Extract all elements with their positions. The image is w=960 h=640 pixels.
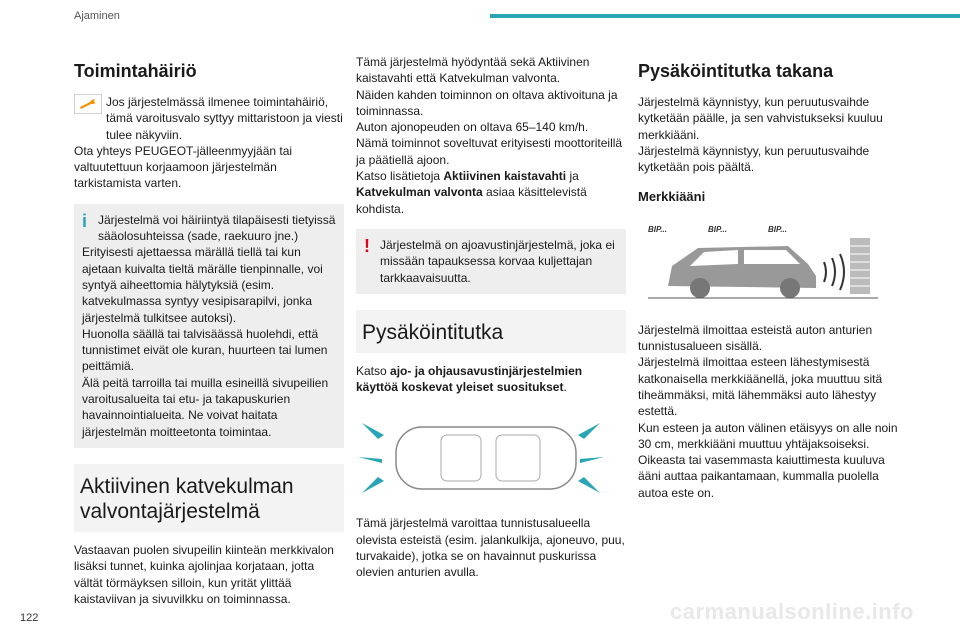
note-line: Järjestelmä voi häiriintyä tilapäisesti tietyissä sääolosuhteissa (sade, raekuuro jne.) bbox=[98, 212, 336, 244]
active-blindspot-text: Vastaavan puolen sivupeilin kiinteän merkkivalon lisäksi tunnet, kuinka ajolinjaa korjataan, jotta vältät törmäyksen silloin, kun yrität ylittää kaistaviivan ja sivuvilkku on toiminnassa. bbox=[74, 542, 334, 606]
note-line: Erityisesti ajettaessa märällä tiellä tai kun ajetaan kuivalta tieltä märälle tienpinnalle, voi syntyä aiheettomia hälytyksiä (esim. katvekulmassa syntyy vesipisarapilvi, jonka järjestelmä tulkitsee autoksi). bbox=[82, 245, 323, 325]
contact-text: Ota yhteys PEUGEOT-jälleenmyyjään tai valtuutettuun korjaamoon järjestelmän tarkistamista varten. bbox=[74, 143, 293, 191]
reversing-car-illustration bbox=[638, 216, 888, 312]
text: Järjestelmä käynnistyy, kun peruutusvaihde kytketään pois päältä. bbox=[638, 143, 870, 175]
alert-note bbox=[356, 229, 626, 294]
exclamation-icon: ! bbox=[364, 235, 370, 256]
see-also-text: Katso lisätietoja Aktiivinen kaistavahti ja Katvekulman valvonta asiaa käsittelevistä kohdista. bbox=[356, 169, 587, 216]
beep-label: BIP... bbox=[708, 224, 727, 234]
alert-text: Järjestelmä on ajoavustinjärjestelmä, joka ei missään tapauksessa korvaa kuljettajan tarkkaavaisuutta. bbox=[380, 237, 615, 285]
beep-label: BIP... bbox=[768, 224, 787, 234]
page-number: 122 bbox=[20, 612, 39, 624]
sound-subtitle: Merkkiääni bbox=[638, 189, 706, 205]
text: Kun esteen ja auton välinen etäisyys on alle noin 30 cm, merkkiääni muuttuu yhtäjaksoiseksi. bbox=[638, 420, 898, 451]
text: Näiden kahden toiminnon on oltava aktivoituna ja toiminnassa. bbox=[356, 87, 618, 118]
text: Järjestelmä ilmoittaa esteistä auton anturien tunnistusalueen sisällä. bbox=[638, 322, 873, 354]
text: Nämä toiminnot soveltuvat erityisesti moottoriteillä ja päätiellä ajoon. bbox=[356, 136, 623, 167]
header-accent-bar bbox=[490, 14, 960, 18]
text: Oikeasta tai vasemmasta kaiuttimesta kuuluva ääni auttaa paikantamaan, kummalla puolella autoa este on. bbox=[638, 453, 885, 500]
column-3 bbox=[638, 54, 906, 501]
text: Järjestelmä käynnistyy, kun peruutusvaihde kytketään päälle, ja sen vahvistukseksi kuuluu merkkiääni. bbox=[638, 95, 883, 142]
column-1 bbox=[74, 54, 344, 607]
text: Tämä järjestelmä hyödyntää sekä Aktiivinen kaistavahti että Katvekulman valvonta. bbox=[356, 55, 590, 86]
info-note bbox=[74, 204, 344, 448]
parking-sensor-heading bbox=[356, 310, 626, 353]
malfunction-title: Toimintahäiriö bbox=[74, 61, 197, 81]
note-line: Älä peitä tarroilla tai muilla esineillä sivupeilien varoitusalueita tai etu- ja takapuskurien havainnointialueita. Ne voivat haitata järjestelmän moitteetonta toimintaa. bbox=[82, 375, 329, 439]
see-recommendations: Katso ajo- ja ohjausavustinjärjestelmien käyttöä koskevat yleiset suositukset. bbox=[356, 363, 583, 395]
text: Auton ajonopeuden on oltava 65–140 km/h. bbox=[356, 120, 589, 135]
warning-text: Jos järjestelmässä ilmenee toimintahäiriö, tämä varoitusvalo syttyy mittaristoon ja viesti tulee näkyviin. bbox=[106, 95, 343, 142]
section-header: Ajaminen bbox=[74, 10, 120, 22]
car-top-view-sensors-illustration bbox=[356, 405, 606, 505]
note-line: Huonolla säällä tai talvisäässä huolehdi, että tunnistimet eivät ole kuran, huurteen tai lumen peittämiä. bbox=[82, 326, 328, 374]
active-blindspot-heading bbox=[74, 464, 344, 532]
info-icon: i bbox=[82, 210, 88, 231]
text: Järjestelmä ilmoittaa esteen lähestymisestä katkonaisella merkkiäänellä, joka muuttuu sitä tiheämmäksi, mitä lähemmäksi auto lähestyy estettä. bbox=[638, 355, 883, 419]
active-blindspot-title: Aktiivinen katvekulman valvontajärjestelmä bbox=[80, 474, 294, 523]
watermark: carmanualsonline.info bbox=[670, 599, 914, 624]
column-2 bbox=[356, 54, 626, 581]
rear-parking-title: Pysäköintitutka takana bbox=[638, 61, 834, 81]
parking-sensor-title: Pysäköintitutka bbox=[362, 320, 504, 344]
warning-block bbox=[74, 94, 344, 143]
beep-label: BIP... bbox=[648, 224, 667, 234]
wrench-warning-icon bbox=[74, 94, 102, 114]
detection-text: Tämä järjestelmä varoittaa tunnistusalueella olevista esteistä (esim. jalankulkija, ajoneuvo, puu, turvakaide), jotka se on havainnut puskurissa olevien anturien avulla. bbox=[356, 516, 625, 580]
